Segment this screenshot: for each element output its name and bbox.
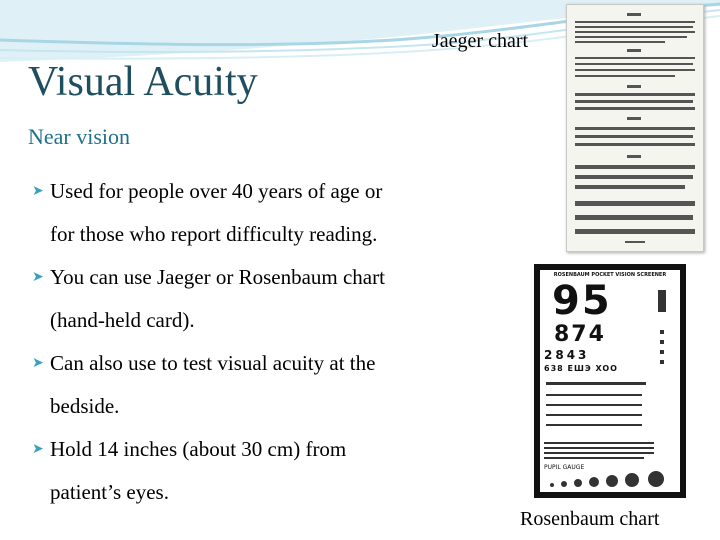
- rosenbaum-row-1: 95: [552, 278, 612, 324]
- bullet-line: patient’s eyes.: [50, 480, 169, 504]
- slide-subtitle: Near vision: [28, 124, 131, 149]
- rosenbaum-small-rows: [540, 270, 680, 492]
- bullet-line: (hand-held card).: [50, 308, 195, 332]
- bullet-line: Used for people over 40 years of age or: [50, 179, 383, 203]
- rosenbaum-row-2: 874: [554, 322, 606, 347]
- bullet-line: You can use Jaeger or Rosenbaum chart: [50, 265, 385, 289]
- bullet-list: [32, 170, 452, 514]
- bullet-item: [32, 428, 452, 514]
- bullet-icon: ➤: [32, 270, 44, 285]
- rosenbaum-card: [540, 270, 680, 492]
- rosenbaum-header: ROSENBAUM POCKET VISION SCREENER: [553, 272, 667, 278]
- bullet-icon: ➤: [32, 356, 44, 371]
- bullet-icon: ➤: [32, 442, 44, 457]
- rosenbaum-chart-image: [534, 264, 686, 498]
- slide-title: Visual Acuity: [28, 59, 258, 105]
- bullet-line: Can also use to test visual acuity at the: [50, 351, 376, 375]
- pupil-gauge-label: PUPIL GAUGE: [544, 464, 585, 471]
- bullet-line: for those who report difficulty reading.: [50, 222, 378, 246]
- bullet-line: bedside.: [50, 394, 120, 418]
- jaeger-chart-caption: Jaeger chart: [432, 30, 529, 52]
- bullet-item: [32, 170, 452, 256]
- bullet-item: [32, 256, 452, 342]
- bullet-line: Hold 14 inches (about 30 cm) from: [50, 437, 347, 461]
- bullet-icon: ➤: [32, 184, 44, 199]
- rosenbaum-chart-caption: Rosenbaum chart: [520, 508, 660, 530]
- rosenbaum-row-3: 2843: [544, 348, 590, 362]
- bullet-item: [32, 342, 452, 428]
- jaeger-chart-image: [566, 4, 704, 252]
- rosenbaum-row-4: 638 EШЭ XOO: [544, 364, 618, 373]
- jaeger-chart-text-picture: [567, 5, 703, 251]
